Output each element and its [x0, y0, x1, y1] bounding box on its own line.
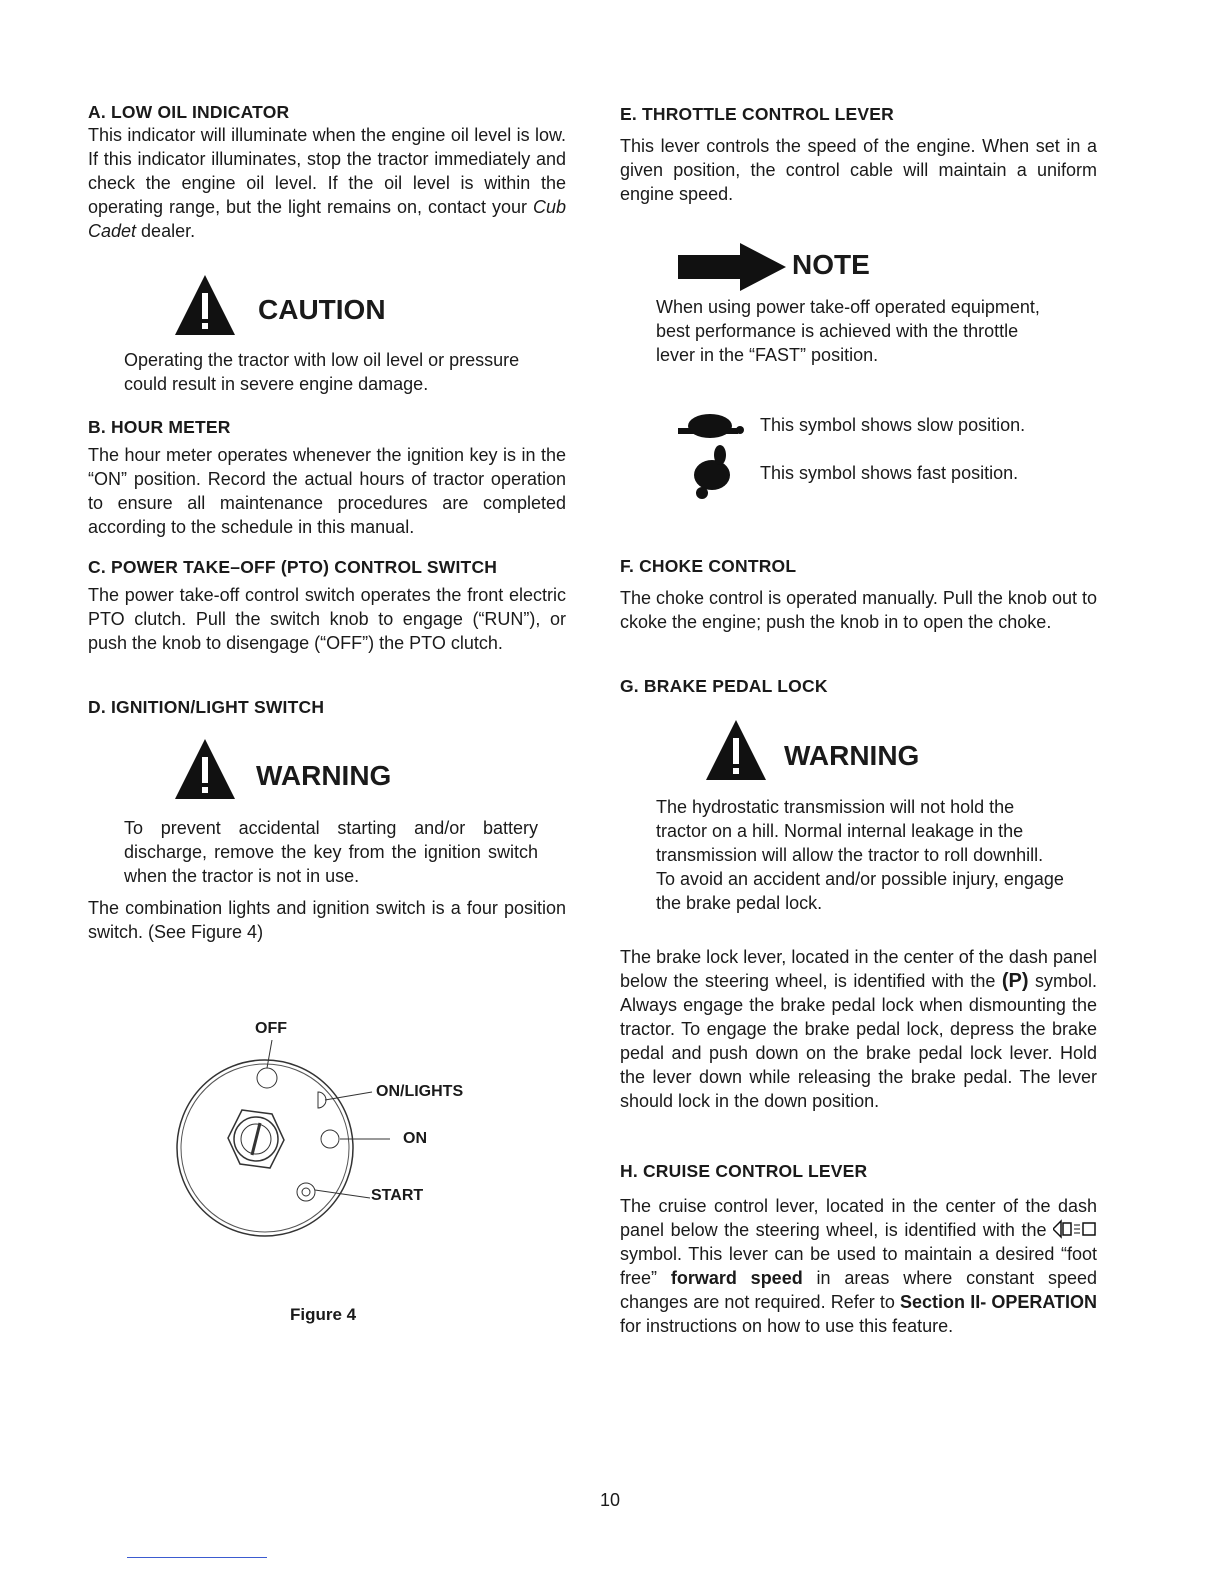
fast-symbol-text: This symbol shows fast position. [760, 463, 1019, 483]
warning-title: WARNING [256, 760, 392, 791]
hour-meter-body: The hour meter operates whenever the ignition key is in the “ON” position. Record the actual hours of tractor operation to ensure all maintenance procedures are completed according to the schedule in this manual. [88, 445, 566, 537]
callout-lines [160, 1040, 390, 1240]
caution-body: Operating the tractor with low oil level or pressure could result in severe engine damage. [124, 350, 520, 394]
brand-name: Cub Cadet [88, 197, 566, 241]
brake-lock-body [620, 945, 1097, 1113]
note-title: NOTE [792, 249, 870, 280]
low-oil-body [88, 123, 566, 243]
text: This indicator will illuminate when the engine oil level is low. If this indicator illuminates, stop the tractor immediately and check the engine oil level. If the oil level is within the operating range, but the light remains on, contact your [88, 125, 566, 217]
slow-symbol-text: This symbol shows slow position. [760, 415, 1026, 435]
page-number: 10 [600, 1490, 621, 1510]
heading-brake-pedal-lock: G. BRAKE PEDAL LOCK [620, 676, 828, 696]
warning-body: The hydrostatic transmission will not hold the tractor on a hill. Normal internal leakage in the transmission will allow the tractor to roll downhill. To avoid an accident and/or possible injury, engage the brake pedal lock. [656, 797, 1064, 913]
heading-low-oil-indicator: A. LOW OIL INDICATOR [88, 102, 290, 122]
rabbit-fast-icon [690, 445, 738, 501]
note-body: When using power take-off operated equipment, best performance is achieved with the throttle lever in the “FAST” position. [656, 297, 1040, 365]
footer-rule [127, 1557, 267, 1558]
text: for instructions on how to use this feature. [620, 1316, 954, 1336]
cruise-body [620, 1194, 1097, 1338]
caution-title: CAUTION [258, 294, 386, 325]
label-on-lights: ON/LIGHTS [376, 1083, 464, 1100]
text: dealer. [136, 221, 196, 241]
label-start: START [371, 1187, 424, 1204]
text: The brake lock lever, located in the center of the dash panel below the steering wheel, is identified with the [620, 947, 1097, 991]
label-on: ON [403, 1130, 427, 1147]
heading-throttle-control: E. THROTTLE CONTROL LEVER [620, 104, 894, 124]
text: symbol. Always engage the brake pedal lock when dismounting the tractor. To engage the brake pedal lock, depress the brake pedal and push down on the brake pedal lock lever. Hold the lever down while releasing the brake pedal. The lever should lock in the down position. [620, 971, 1097, 1111]
caution-triangle-icon [173, 273, 253, 337]
note-arrow-icon [678, 243, 788, 291]
cruise-control-symbol-icon [1053, 1219, 1097, 1239]
heading-cruise-control: H. CRUISE CONTROL LEVER [620, 1161, 868, 1181]
text: in areas where constant speed changes are not required. Refer to [620, 1268, 1097, 1312]
ignition-body: The combination lights and ignition switch is a four position switch. (See Figure 4) [88, 898, 566, 942]
text: symbol. This lever can be used to maintain a desired “foot free” [620, 1244, 1097, 1288]
section-reference: Section II- OPERATION [900, 1292, 1097, 1312]
heading-hour-meter: B. HOUR METER [88, 417, 231, 437]
figure-caption: Figure 4 [290, 1305, 357, 1324]
heading-choke-control: F. CHOKE CONTROL [620, 556, 797, 576]
bold-text: forward speed [670, 1268, 803, 1288]
pto-body: The power take-off control switch operates the front electric PTO clutch. Pull the switch knob to engage (“RUN”), or push the knob to disengage (“OFF”) the PTO clutch. [88, 585, 566, 653]
label-off: OFF [255, 1020, 287, 1037]
throttle-body: This lever controls the speed of the engine. When set in a given position, the control cable will maintain a uniform engine speed. [620, 136, 1097, 204]
choke-body: The choke control is operated manually. Pull the knob out to ckoke the engine; push the knob in to open the choke. [620, 588, 1097, 632]
heading-ignition-switch: D. IGNITION/LIGHT SWITCH [88, 697, 325, 717]
heading-pto-switch: C. POWER TAKE–OFF (PTO) CONTROL SWITCH [88, 557, 498, 577]
warning-triangle-icon [704, 718, 784, 782]
warning-body: To prevent accidental starting and/or battery discharge, remove the key from the ignition switch when the tractor is not in use. [124, 818, 538, 886]
turtle-slow-icon [678, 408, 746, 442]
parking-brake-symbol: (P) [1001, 970, 1029, 992]
warning-title: WARNING [784, 740, 920, 771]
warning-triangle-icon [173, 737, 253, 801]
text: The cruise control lever, located in the center of the dash panel below the steering wheel, is identified with the [620, 1196, 1097, 1240]
